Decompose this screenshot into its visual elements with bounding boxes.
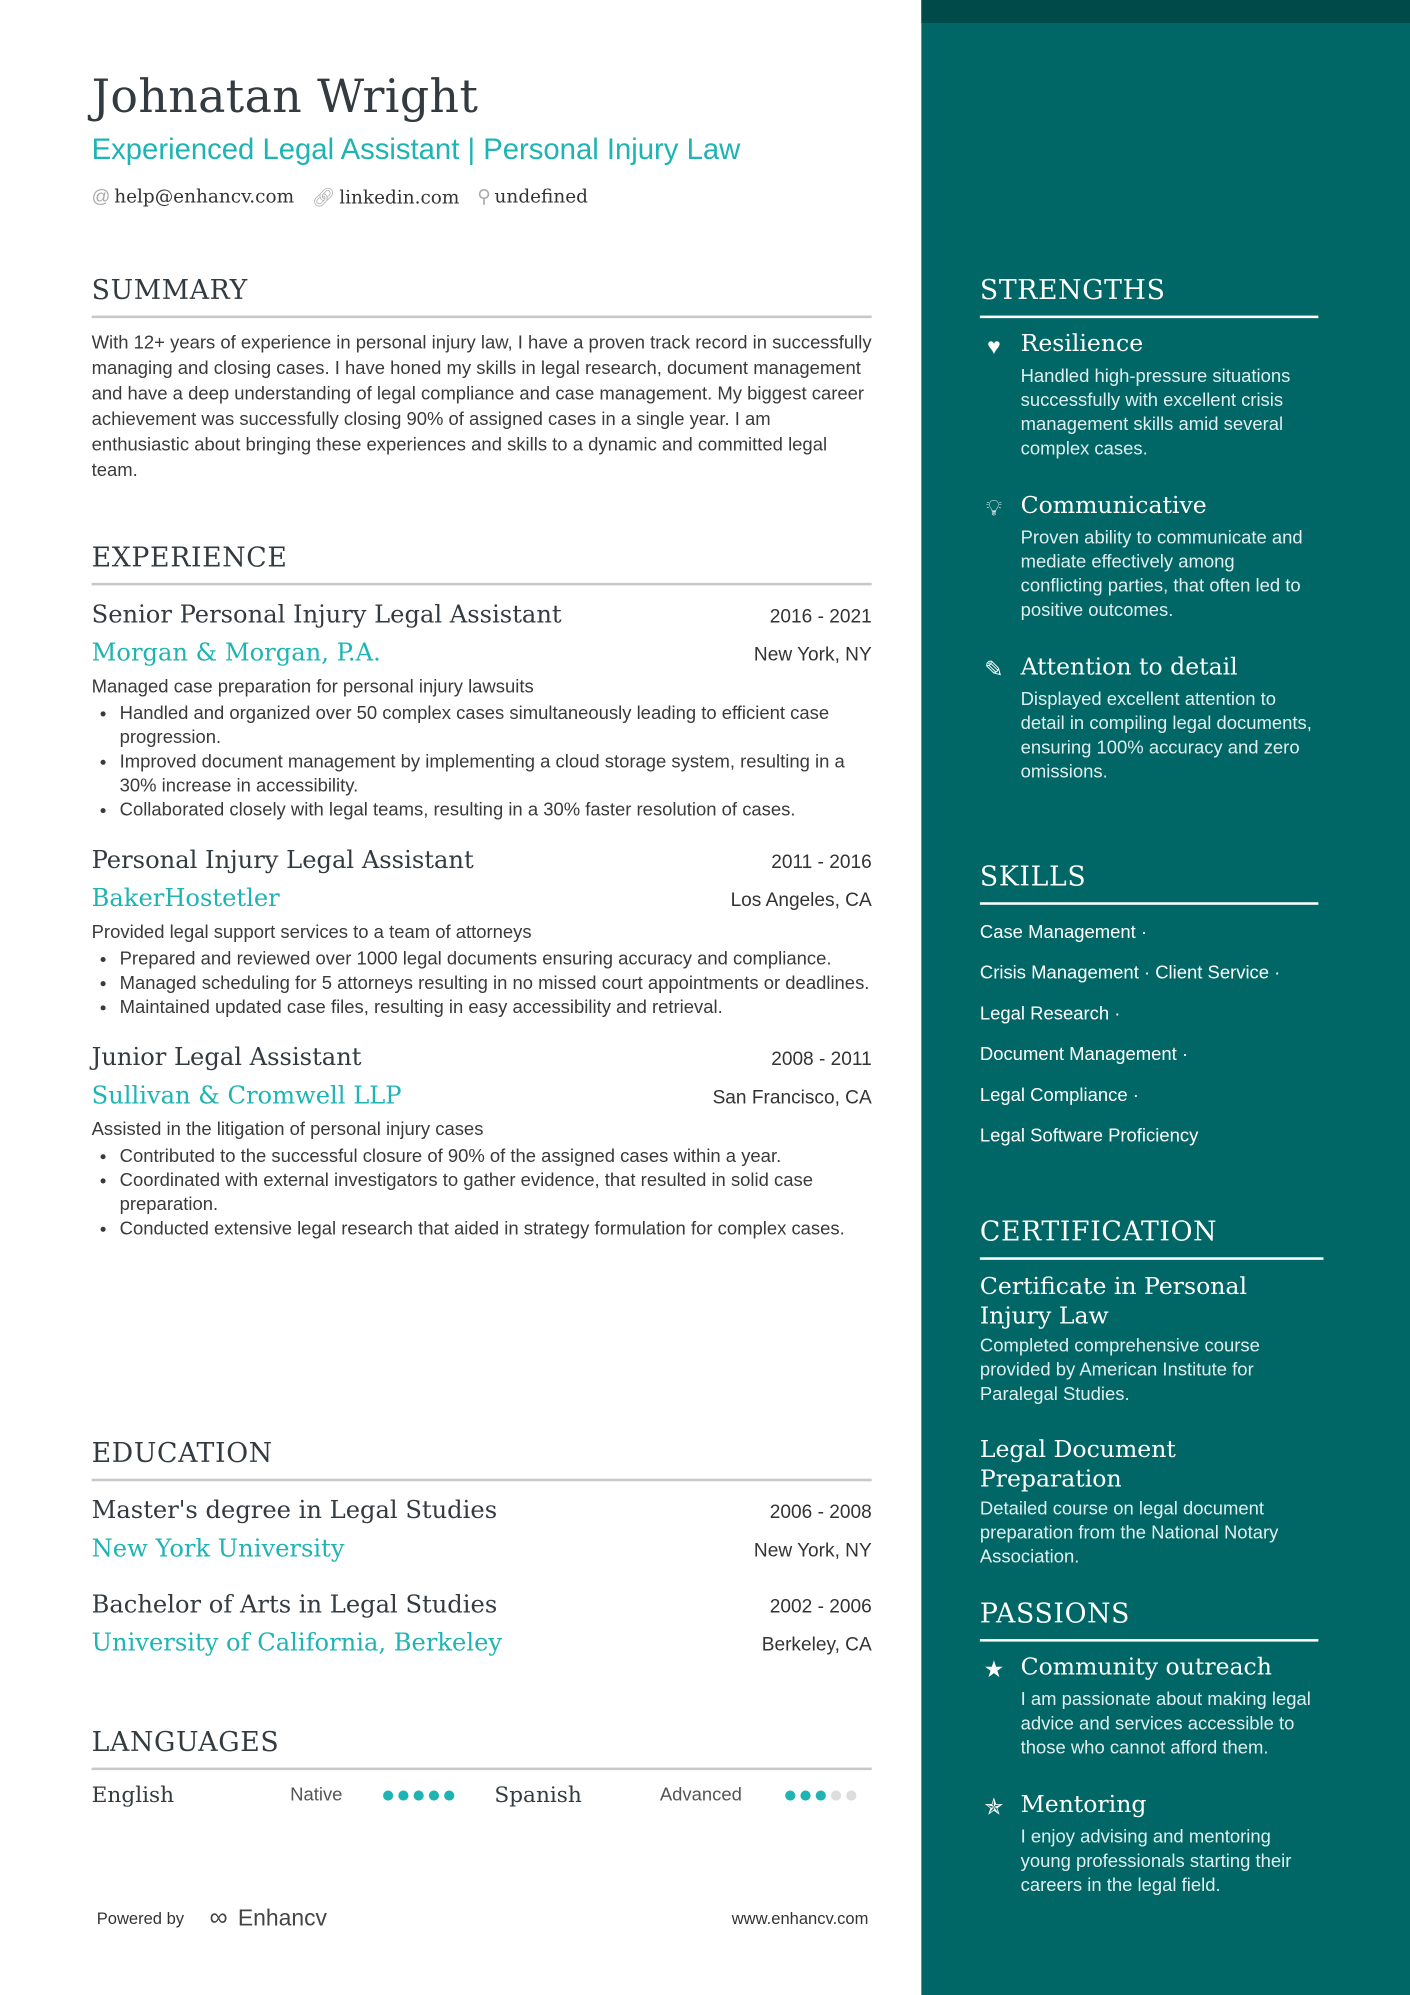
link-icon: 🔗︎ [311,188,336,209]
star-icon: ★ [983,1656,1005,1683]
strengths-description: Displayed excellent attention to detail in compiling legal documents, ensuring 100% accuracy and zero omissions. [1020,689,1312,783]
divider [92,1768,872,1771]
candidate-name: Johnatan Wright [91,71,479,124]
education-dates: 2006 - 2008 [769,1501,872,1524]
experience-section [92,542,872,1242]
section-heading: SKILLS [979,861,1087,893]
strengths-description: Proven ability to communicate and mediate effectively among conflicting parties, that often led to positive outcomes. [1020,528,1303,622]
language-level: Native [290,1785,343,1806]
magic-wand-icon: ✎ [984,656,1004,683]
education-location: New York, NY [753,1539,872,1562]
job-title: Senior Personal Injury Legal Assistant [91,600,562,629]
passions-item [984,1791,1319,1899]
job-entry [92,846,872,1020]
bullet-item: • Coordinated with external investigators to gather evidence, that resulted in solid case preparation. [120,1169,872,1217]
strengths-section [980,275,1319,785]
languages-section [92,1727,872,1808]
section-heading: STRENGTHS [979,274,1166,306]
divider [92,316,872,319]
rating-dot [414,1790,424,1800]
bullet-item: • Improved document management by implementing a cloud storage system, resulting in a 30% increase in accessibility. [120,751,872,799]
job-bullets [92,948,872,1021]
brand-name: Enhancv [237,1905,328,1931]
job-bullets [92,1145,872,1242]
rating-dot [429,1790,439,1800]
bullet-item: • Maintained updated case files, resulting in easy accessibility and retrieval. [120,996,872,1020]
sidebar-top-bar [921,0,1410,23]
rating-dot [815,1790,825,1800]
job-title: Junior Legal Assistant [91,1043,362,1072]
job-entry [92,601,872,824]
certification-title: Legal Document Preparation [979,1436,1176,1493]
location-pin-icon: ⚲ [477,187,491,208]
skill-line: Legal Compliance · [979,1085,1139,1106]
rating-dot [846,1790,856,1800]
language-item [494,1783,871,1808]
footer-branding [97,1904,327,1933]
language-name: Spanish [494,1782,582,1809]
candidate-title: Experienced Legal Assistant | Personal Injury Law [91,132,741,166]
education-entry [92,1497,872,1563]
certification-item [980,1435,1324,1570]
education-section [92,1438,872,1657]
language-name: English [91,1782,175,1809]
rating-dot [383,1790,393,1800]
section-heading: CERTIFICATION [979,1216,1218,1248]
degree: Master's degree in Legal Studies [91,1496,498,1525]
summary-text: With 12+ years of experience in personal injury law, I have a proven track record in successfully managing and closing cases. I have honed my skills in legal research, document management and have a deep understanding of legal compliance and case management. My biggest career achievement was successfully closing 90% of assigned cases in a single year. I am enthusiastic about bringing these experiences and skills to a dynamic and committed legal team. [91,333,872,482]
bullet-item: • Collaborated closely with legal teams, resulting in a 30% faster resolution of cases. [120,799,872,823]
rating-dot [830,1790,840,1800]
divider [980,316,1319,319]
job-location: San Francisco, CA [712,1086,872,1109]
language-rating [383,1790,454,1800]
at-icon: @ [91,187,111,208]
company-name: BakerHostetler [91,884,280,913]
summary-section [92,275,872,484]
bullet-item: • Prepared and reviewed over 1000 legal documents ensuring accuracy and compliance. [120,948,872,972]
skill-line: Crisis Management · Client Service · [979,963,1281,984]
rating-dot [444,1790,454,1800]
job-dates: 2016 - 2021 [769,605,872,628]
skill-line: Case Management · [979,922,1148,943]
strengths-title: Attention to detail [1020,654,1238,681]
heart-icon: ♥ [987,333,1001,359]
passions-title: Community outreach [1020,1654,1272,1682]
job-title: Personal Injury Legal Assistant [91,846,474,875]
job-dates: 2011 - 2016 [771,851,872,873]
education-location: Berkeley, CA [761,1633,872,1656]
language-item [92,1783,469,1808]
email-link[interactable]: help@enhancv.com [114,187,295,208]
rating-dot [398,1790,408,1800]
job-description: Managed case preparation for personal injury lawsuits [91,677,534,698]
company-name: Morgan & Morgan, P.A. [91,638,381,667]
rating-dot [800,1790,810,1800]
bullet-item: • Handled and organized over 50 complex cases simultaneously leading to efficient case progression. [120,702,872,750]
skill-line: Document Management · [979,1044,1189,1066]
bullet-item: • Contributed to the successful closure of 90% of the assigned cases within a year. [120,1145,872,1169]
bullet-item: • Conducted extensive legal research that aided in strategy formulation for complex cases. [120,1218,872,1242]
skill-line: Legal Research · [979,1004,1121,1025]
location-text: undefined [494,187,588,208]
passions-item [983,1654,1319,1761]
school-name: University of California, Berkeley [91,1628,503,1657]
degree: Bachelor of Arts in Legal Studies [91,1590,498,1619]
education-entry [92,1591,872,1657]
job-description: Provided legal support services to a team of attorneys [91,922,532,943]
job-entry [92,1043,872,1242]
section-heading: LANGUAGES [91,1726,280,1758]
divider [980,1639,1319,1642]
strengths-title: Resilience [1020,330,1144,358]
school-name: New York University [91,1534,345,1563]
strengths-item [985,492,1319,623]
section-heading: EXPERIENCE [91,542,288,573]
language-rating [785,1790,856,1800]
strengths-item [987,330,1319,462]
certification-item [980,1273,1324,1408]
certification-description: Completed comprehensive course provided by American Institute for Paralegal Studies. [979,1336,1260,1405]
skills-section [980,862,1319,1165]
divider [980,1257,1324,1260]
enhancv-logo[interactable] [210,1904,327,1933]
divider [92,583,872,586]
section-heading: EDUCATION [91,1437,273,1469]
section-heading: SUMMARY [91,274,248,306]
section-heading: PASSIONS [979,1598,1131,1629]
rating-dot [785,1790,795,1800]
certification-section [980,1217,1324,1571]
job-description: Assisted in the litigation of personal injury cases [91,1119,484,1141]
passions-description: I enjoy advising and mentoring young professionals starting their careers in the legal field. [1020,1827,1292,1897]
bullet-item: • Managed scheduling for 5 attorneys resulting in no missed court appointments or deadlines. [120,972,872,996]
divider [980,902,1319,905]
footer-url[interactable]: www.enhancv.com [731,1908,869,1928]
powered-by-label: Powered by [96,1908,185,1928]
divider [92,1479,872,1482]
strengths-description: Handled high-pressure situations successfully with excellent crisis management skills amid several complex cases. [1020,366,1291,460]
passions-description: I am passionate about making legal advice and services accessible to those who cannot afford them. [1020,1689,1311,1759]
passions-section [980,1598,1319,1898]
job-location: Los Angeles, CA [730,889,872,912]
enhancv-logo-icon: ∞ [209,1903,228,1932]
strengths-item [984,654,1319,785]
skill-line: Legal Software Proficiency [979,1126,1199,1147]
job-location: New York, NY [753,643,872,666]
job-bullets [92,702,872,823]
job-dates: 2008 - 2011 [771,1048,872,1071]
language-level: Advanced [659,1785,742,1806]
certification-title: Certificate in Personal Injury Law [979,1273,1247,1330]
sidebar [921,0,1410,1995]
education-dates: 2002 - 2006 [769,1595,872,1618]
strengths-title: Communicative [1020,492,1207,520]
linkedin-link[interactable]: linkedin.com [339,188,460,209]
company-name: Sullivan & Cromwell LLP [91,1081,402,1110]
star-half-icon: ✯ [984,1794,1004,1820]
certification-description: Detailed course on legal document preparation from the National Notary Association. [979,1499,1279,1568]
lightbulb-icon: 💡︎ [985,495,1002,521]
contact-info [92,187,588,209]
passions-title: Mentoring [1020,1791,1147,1819]
